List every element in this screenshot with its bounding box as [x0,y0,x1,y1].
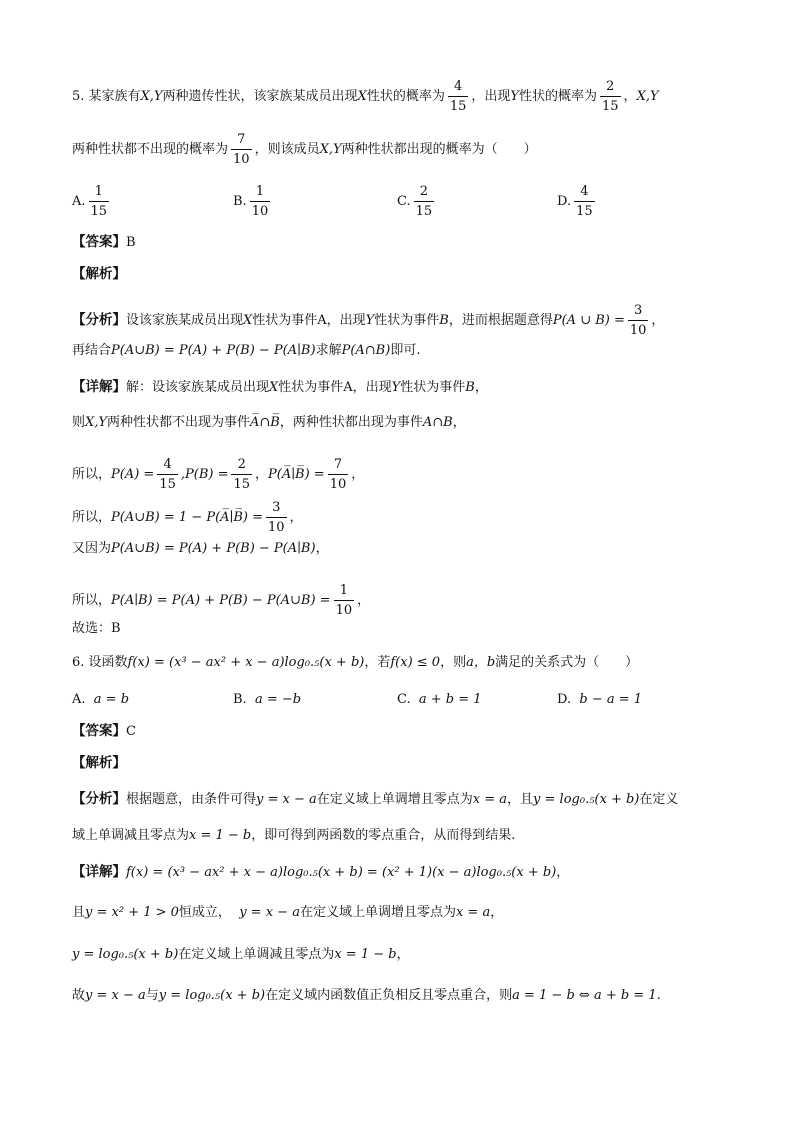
q5-stem-text: 性状的概率为 [518,89,597,104]
q5-stem-line2: 两种性状都不出现的概率为 $\frac{7}{10}$ ，则该成员X,Y两种性状都出现的概率为（ ） [72,132,537,167]
q5-xiangjie-line3: 所以，P(A) = $\frac{4}{15}$ ,P(B) = $\frac{2}{15}$ ，P(A̅∣B̅) = $\frac{7}{10}$ ， [72,457,365,492]
q5-xiangjie-line6: 所以，P(A∣B) = P(A) + P(B) − P(A∪B) = $\frac{1}{10}$ ， [72,583,371,618]
math-xy: X,Y [636,89,659,104]
q5-xiangjie-line4: 所以，P(A∪B) = 1 − P(A̅∣B̅) = $\frac{3}{10}$ ， [72,500,303,535]
q5-stem-text: ，出现 [471,89,511,104]
q6-analysis-heading: 【解析】 [72,755,126,771]
q6-option-d: D. b − a = 1 [557,692,643,707]
xiangjie-tag: 【详解】 [72,379,126,395]
fenxi-tag: 【分析】 [72,312,126,328]
q6-fenxi-line1: 【分析】根据题意，由条件可得y = x − a在定义域上单调增且零点为x = a，且y = log₀.₅(x + b)在定义 [72,791,679,807]
q5-xiangjie-line1: 【详解】解：设该家族某成员出现X性状为事件A，出现Y性状为事件B， [72,379,488,395]
q5-stem-text: 两种遗传性状，该家族某成员出现 [162,89,358,104]
q5-option-c: C. $\frac{2}{15}$ [397,184,433,219]
q5-stem-text: 性状的概率为 [366,89,445,104]
math-xy: X,Y [140,89,163,104]
math-x: X [357,89,367,104]
q5-xiangjie-line5: 又因为P(A∪B) = P(A) + P(B) − P(A∣B)， [72,541,329,556]
q5-option-d: D. $\frac{4}{15}$ [557,184,593,219]
q6-option-a: A. a = b [72,692,130,707]
math-fx: f(x) = (x³ − ax² + x − a)log₀.₅(x + b) [127,655,365,670]
q5-stem-text: 5. 某家族有 [72,89,141,104]
q6-xiangjie-line4: 故y = x − a与y = log₀.₅(x + b)在定义域内函数值正负相反且零点重合，则a = 1 − b ⇔ a + b = 1. [72,988,661,1003]
answer-value: B [126,235,136,250]
answer-tag: 【答案】 [72,234,126,250]
q5-option-a: A. $\frac{1}{15}$ [72,184,108,219]
fraction-4-15: $\frac{4}{15}$ [449,79,467,114]
q5-answer [72,232,754,253]
q5-stem-line1: 5. 某家族有X,Y两种遗传性状，该家族某成员出现X性状的概率为 $\frac{4}{15}$ ，出现Y性状的概率为 $\frac{2}{15}$ ，X,Y [72,79,659,114]
q5-xiangjie-line2: 则X,Y两种性状都不出现为事件A̅∩B̅，两种性状都出现为事件A∩B， [72,415,466,430]
q6-stem: 6. 设函数f(x) = (x³ − ax² + x − a)log₀.₅(x + b)，若f(x) ≤ 0，则a，b满足的关系式为（ ） [72,655,639,670]
q6-xiangjie-line3: y = log₀.₅(x + b)在定义域上单调减且零点为x = 1 − b， [72,947,410,962]
q6-xiangjie-line1: 【详解】f(x) = (x³ − ax² + x − a)log₀.₅(x + b) = (x² + 1)(x − a)log₀.₅(x + b)， [72,864,570,880]
q5-fenxi-line1: 【分析】设该家族某成员出现X性状为事件A，出现Y性状为事件B，进而根据题意得P(A ∪ B) = $\frac{3}{10}$ ， [72,303,665,338]
fraction-2-15: $\frac{2}{15}$ [602,79,619,114]
q5-conclusion: 故选：B [72,621,121,636]
answer-value: C [126,724,136,739]
q6-answer: 【答案】C [72,723,136,739]
q5-option-b: B. $\frac{1}{10}$ [233,184,269,219]
q6-option-b: B. a = −b [233,692,302,707]
q6-fenxi-line2: 域上单调减且零点为x = 1 − b，即可得到两函数的零点重合，从而得到结果. [72,828,516,843]
fraction-7-10: $\frac{7}{10}$ [233,132,250,167]
q5-fenxi-line2: 再结合P(A∪B) = P(A) + P(B) − P(A∣B)求解P(A∩B)即可. [72,343,421,358]
q6-option-c: C. a + b = 1 [397,692,482,707]
q6-xiangjie-line2: 且y = x² + 1 > 0恒成立， y = x − a在定义域上单调增且零点为x = a， [72,905,504,920]
math-y: Y [510,89,519,104]
q5-analysis-heading: 【解析】 [72,266,126,282]
